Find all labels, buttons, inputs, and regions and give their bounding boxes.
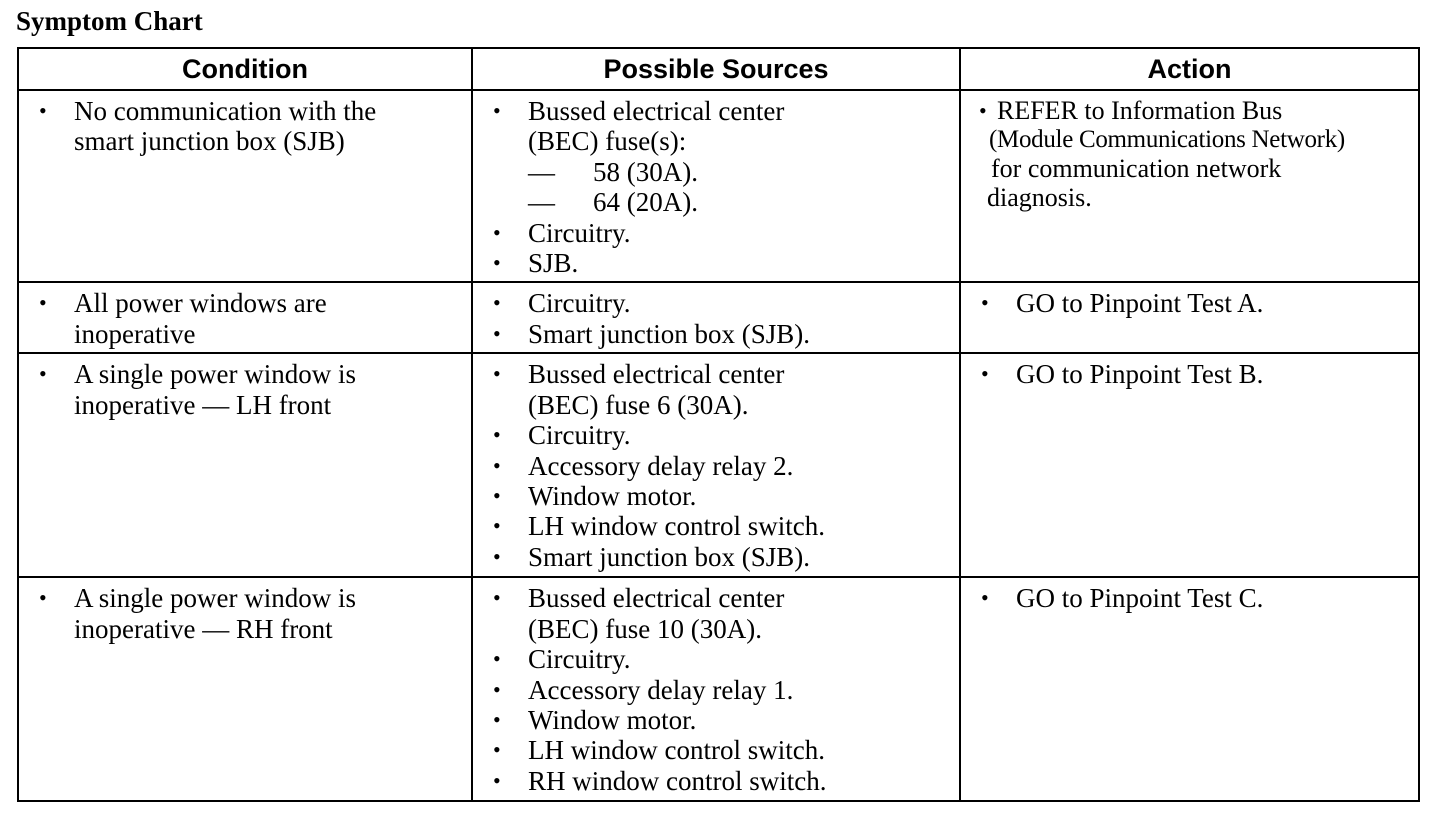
condition-item: • No communication with the smart junction box (SJB) [39,96,377,157]
bullet-icon: • [39,290,47,316]
source-item: • Accessory delay relay 2. [493,450,794,481]
bullet-icon: • [493,767,501,793]
condition-item: • All power windows are inoperative [39,288,327,349]
source-item: • Window motor. [493,705,697,736]
fuse-subitem: — 58 (30A). [528,156,698,187]
bullet-icon: • [981,585,989,611]
source-item: • Circuitry. [493,644,631,675]
possible-sources-cell [472,353,960,577]
condition-cell [18,353,472,577]
bullet-icon: • [39,361,47,387]
source-item: • LH window control switch. [493,511,825,542]
bullet-icon: • [39,585,47,611]
bullet-icon: • [493,422,501,448]
action-item: • REFER to Information Bus (Module Communications Network) for communication network diagnosis. [979,96,1345,212]
source-item: • Bussed electrical center (BEC) fuse 10 (30A). [493,583,785,644]
source-item: • SJB. [493,248,579,279]
symptom-chart-table [17,47,1420,802]
action-header: Action [960,48,1419,90]
condition-cell [18,577,472,801]
bullet-icon: • [493,361,501,387]
action-cell [960,353,1419,577]
bullet-icon: • [981,361,989,387]
condition-cell [18,282,472,353]
source-item: • RH window control switch. [493,765,827,796]
bullet-icon: • [493,98,501,123]
bullet-icon: • [979,98,987,123]
bullet-icon: • [493,737,501,763]
table-row [18,353,1419,577]
table-row [18,90,1419,282]
document-title: Symptom Chart [16,6,203,36]
bullet-icon: • [493,646,501,672]
condition-item: • A single power window is inoperative — RH front [39,583,356,644]
source-item: • Window motor. [493,481,697,512]
source-item: • Bussed electrical center (BEC) fuse 6 (30A). [493,359,785,420]
possible-sources-header: Possible Sources [472,48,960,90]
source-item: • Circuitry. [493,420,631,451]
source-item: • LH window control switch. [493,735,825,766]
condition-item: • A single power window is inoperative — LH front [39,359,356,420]
bullet-icon: • [493,250,501,276]
dash-marker: — [528,156,555,187]
action-item: • GO to Pinpoint Test B. [981,359,1264,390]
bullet-icon: • [39,98,47,123]
bullet-icon: • [493,513,501,539]
bullet-icon: • [493,676,501,702]
possible-sources-cell [472,577,960,801]
source-item: • Accessory delay relay 1. [493,674,794,705]
source-item: • Circuitry. [493,288,631,319]
source-item: • Bussed electrical center (BEC) fuse(s): — 58 (30A). — 64 (20A). [481,96,955,218]
dash-marker: — [528,187,555,218]
source-item: • Circuitry. [493,217,631,248]
action-item: • GO to Pinpoint Test C. [981,583,1264,614]
possible-sources-cell [472,282,960,353]
bullet-icon: • [493,483,501,509]
bullet-icon: • [493,707,501,733]
condition-cell [18,90,472,282]
possible-sources-cell [472,90,960,282]
bullet-icon: • [493,320,501,346]
bullet-icon: • [493,585,501,611]
bullet-icon: • [981,290,989,316]
fuse-sublist [528,157,955,218]
table-row [18,282,1419,353]
action-cell [960,577,1419,801]
condition-header: Condition [18,48,472,90]
bullet-icon: • [493,543,501,569]
action-item: • GO to Pinpoint Test A. [981,288,1264,319]
fuse-subitem: — 64 (20A). [528,187,698,218]
table-header-row [18,48,1419,90]
table-row [18,577,1419,801]
action-cell [960,90,1419,282]
bullet-icon: • [493,219,501,245]
bullet-icon: • [493,452,501,478]
bullet-icon: • [493,290,501,316]
source-item: • Smart junction box (SJB). [493,541,810,572]
source-item: • Smart junction box (SJB). [493,318,810,349]
action-cell [960,282,1419,353]
